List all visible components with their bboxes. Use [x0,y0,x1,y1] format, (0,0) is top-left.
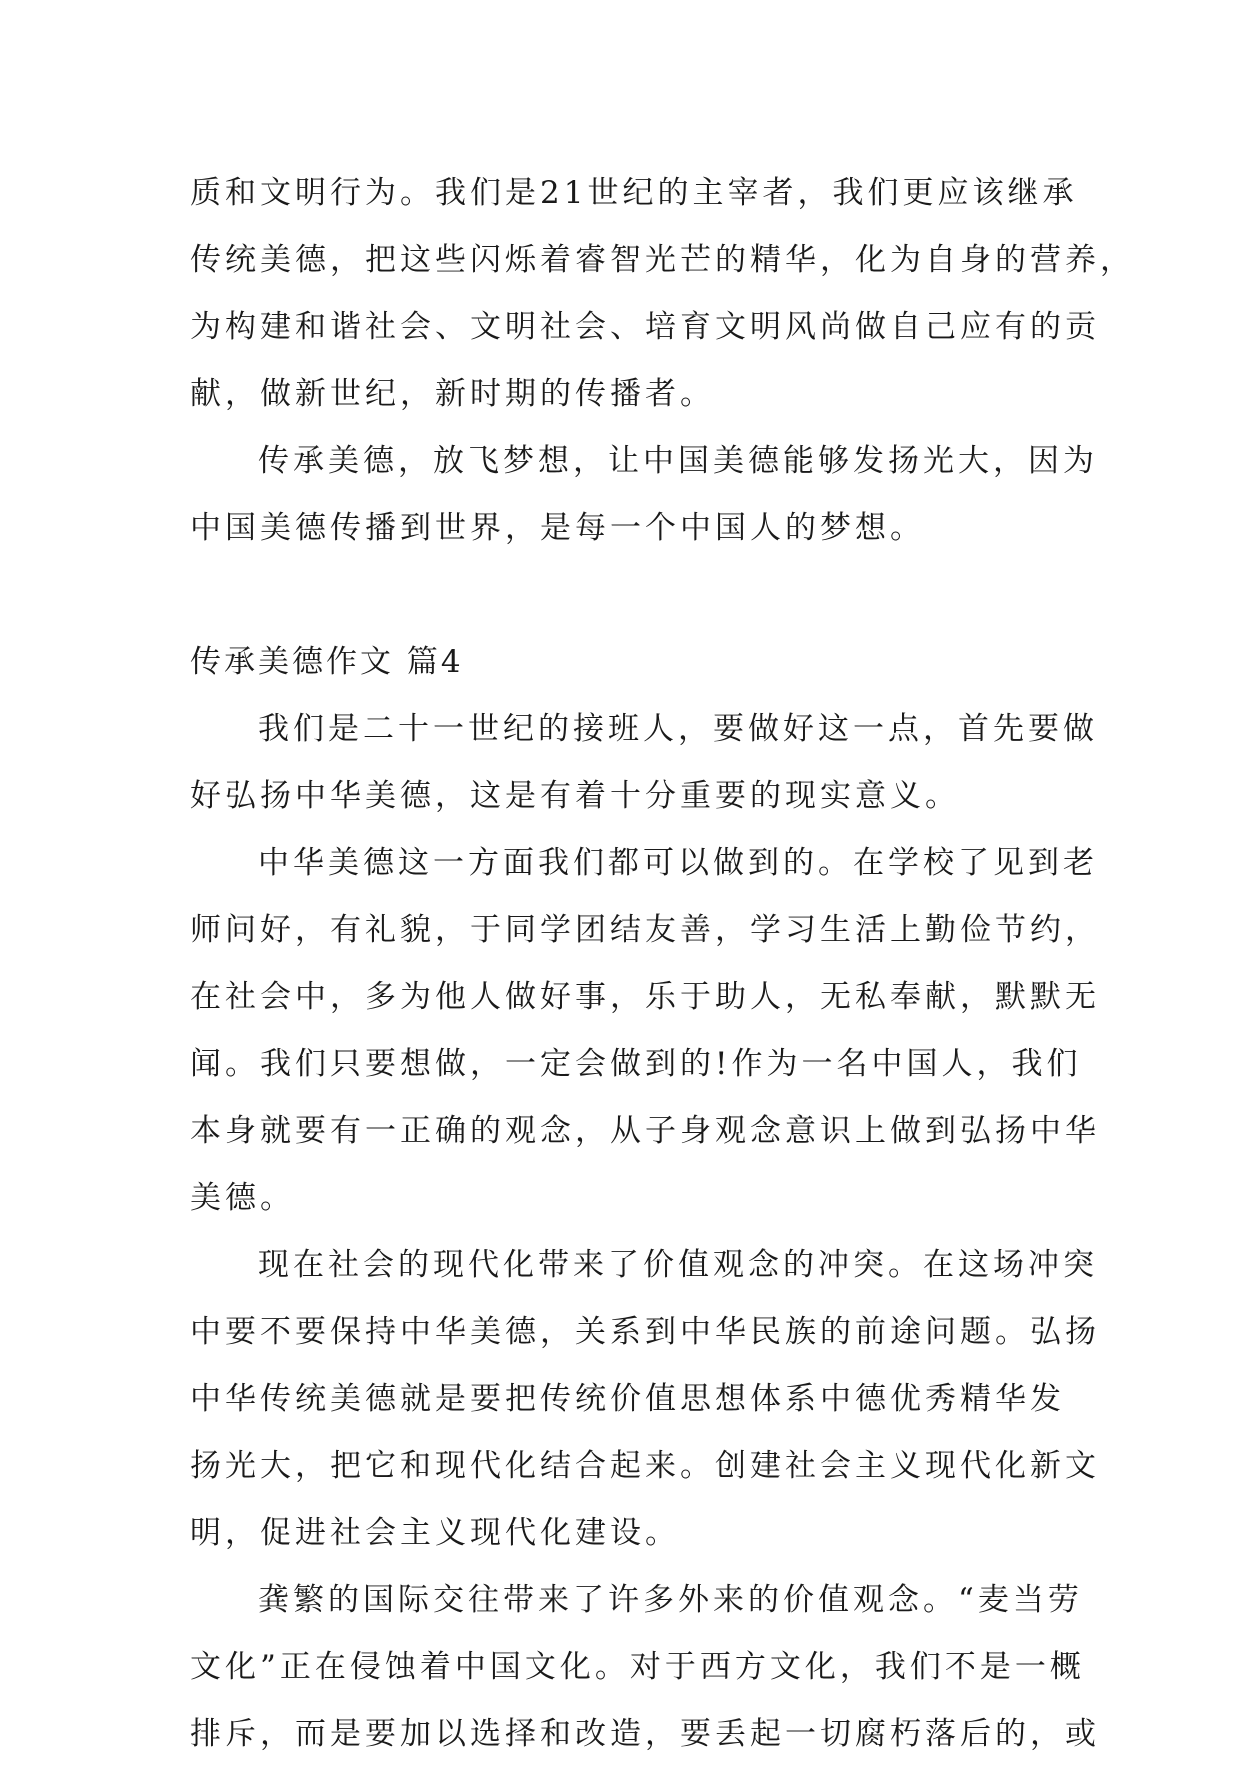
text-line: 传统美德，把这些闪烁着睿智光芒的精华，化为自身的营养， [190,242,1135,278]
text-line: 中国美德传播到世界，是每一个中国人的梦想。 [190,510,925,546]
text-line: 明，促进社会主义现代化建设。 [190,1515,680,1551]
text-line: 中要不要保持中华美德，关系到中华民族的前途问题。弘扬 [190,1314,1100,1350]
text-line: 献，做新世纪，新时期的传播者。 [190,376,715,412]
text-line: 闻。我们只要想做，一定会做到的!作为一名中国人，我们 [190,1046,1082,1082]
text-line: 在社会中，多为他人做好事，乐于助人，无私奉献，默默无 [190,979,1100,1015]
text-line: 传承美德，放飞梦想，让中国美德能够发扬光大，因为 [258,443,1098,479]
section-gap [190,562,1050,629]
text-line: 中华美德这一方面我们都可以做到的。在学校了见到老 [258,845,1098,881]
text-line: 排斥，而是要加以选择和改造，要丢起一切腐朽落后的，或 [190,1716,1100,1752]
text-line: 好弘扬中华美德，这是有着十分重要的现实意义。 [190,778,960,814]
text-line: 为构建和谐社会、文明社会、培育文明风尚做自己应有的贡 [190,309,1100,345]
section-heading: 传承美德作文 篇4 [190,644,464,680]
document-body [190,160,1135,1768]
text-line: 扬光大，把它和现代化结合起来。创建社会主义现代化新文 [190,1448,1100,1484]
text-line: 我们是二十一世纪的接班人，要做好这一点，首先要做 [258,711,1098,747]
text-line: 美德。 [190,1180,295,1216]
text-line: 质和文明行为。我们是21世纪的主宰者，我们更应该继承 [190,175,1078,211]
text-line: 文化”正在侵蚀着中国文化。对于西方文化，我们不是一概 [190,1649,1085,1685]
text-line: 龚繁的国际交往带来了许多外来的价值观念。“麦当劳 [258,1582,1083,1618]
text-line: 本身就要有一正确的观念，从子身观念意识上做到弘扬中华 [190,1113,1100,1149]
text-line: 中华传统美德就是要把传统价值思想体系中德优秀精华发 [190,1381,1065,1417]
text-line: 现在社会的现代化带来了价值观念的冲突。在这场冲突 [258,1247,1098,1283]
text-line: 师问好，有礼貌，于同学团结友善，学习生活上勤俭节约， [190,912,1100,948]
